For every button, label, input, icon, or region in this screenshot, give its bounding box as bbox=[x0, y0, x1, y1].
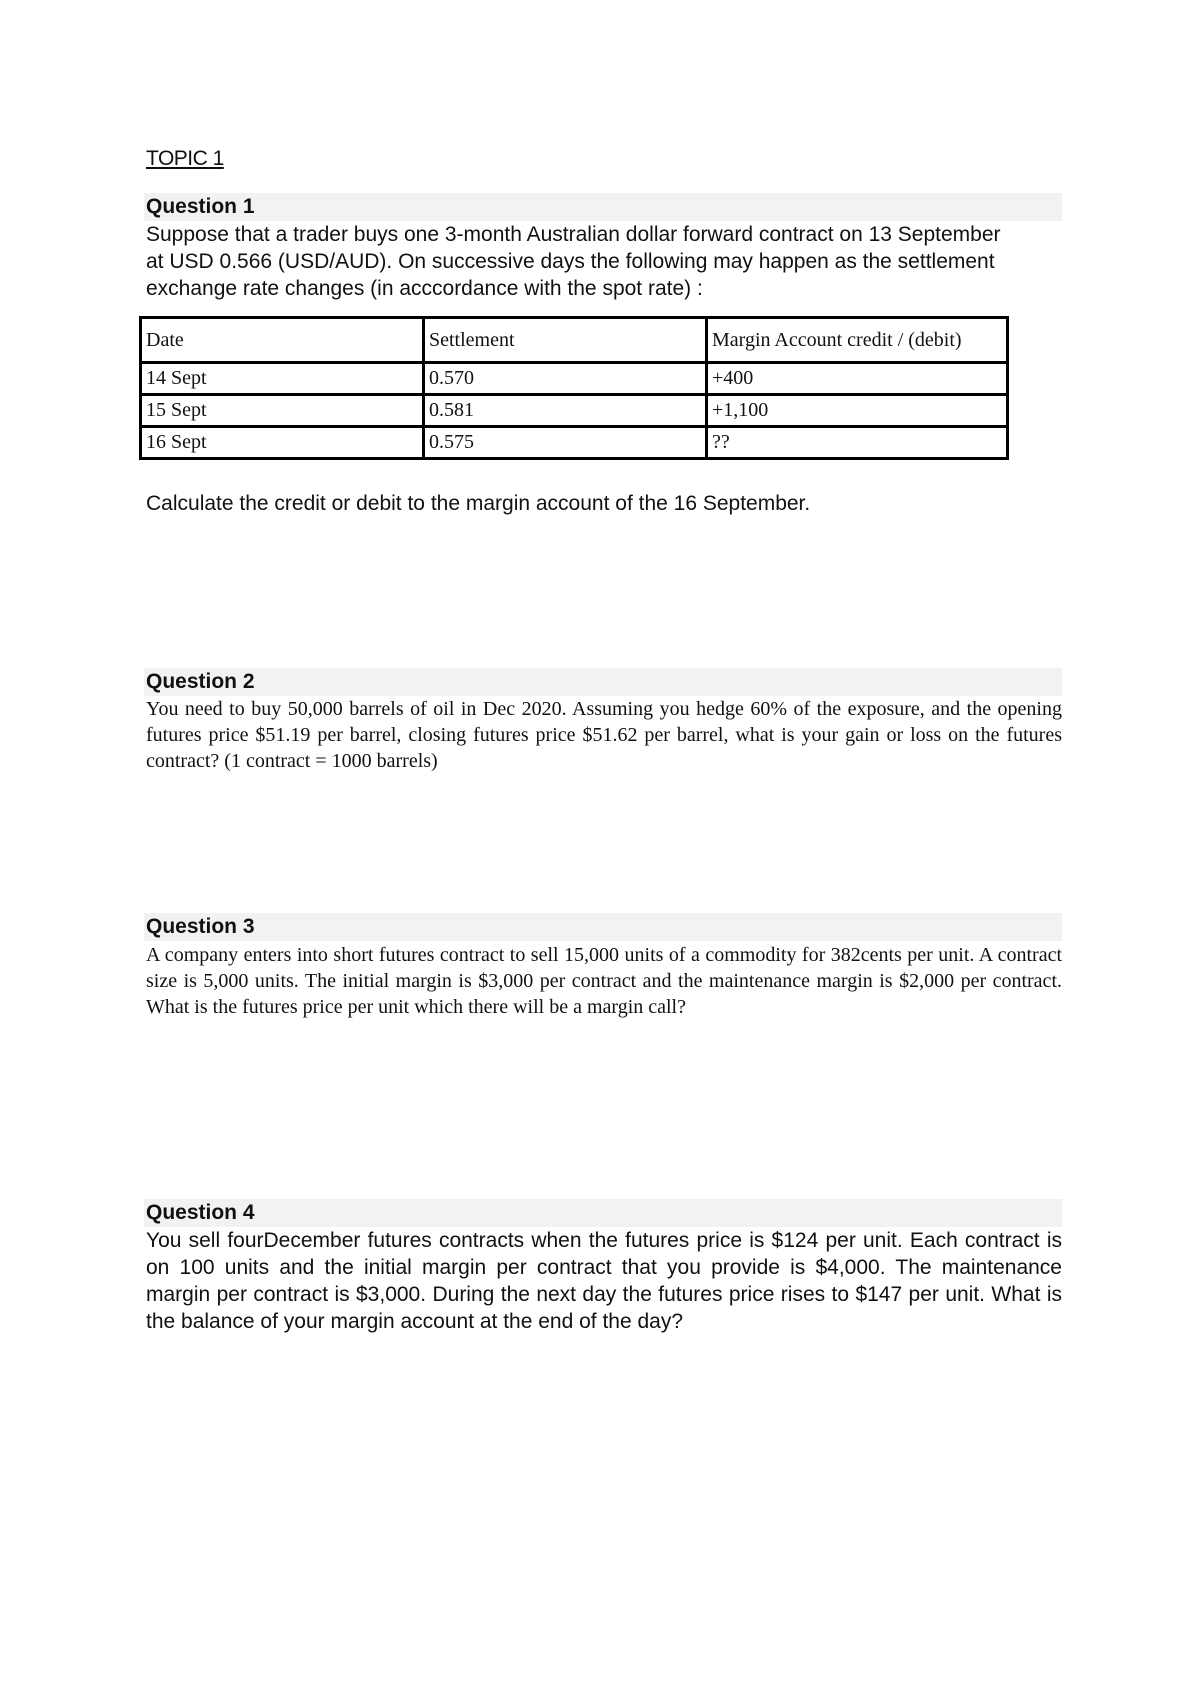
question-1-followup: Calculate the credit or debit to the margin account of the 16 September. bbox=[146, 492, 811, 515]
question-2-text: You need to buy 50,000 barrels of oil in Dec 2020. Assuming you hedge 60% of the exposure, and the opening futures price $51.19 per barrel, closing futures price $51.62 per barrel, what is your gain or loss on the futures contract? (1 contract = 1000 barrels) bbox=[146, 698, 1062, 772]
question-4-text: You sell fourDecember futures contracts when the futures price is $124 per unit. Each contract is on 100 units and the initial margin per contract that you provide is $4,000. The maintenance margin per contract is $3,000. During the next day the futures price rises to $147 per unit. What is the balance of your margin account at the end of the day? bbox=[146, 1229, 1062, 1333]
topic-title: TOPIC 1 bbox=[146, 147, 224, 170]
question-1-line-2: at USD 0.566 (USD/AUD). On successive days the following may happen as the settlement bbox=[146, 250, 995, 273]
table-header-cell: Date bbox=[141, 318, 424, 363]
table-cell: 0.581 bbox=[424, 395, 707, 427]
table-row bbox=[141, 363, 1008, 395]
table-cell: 14 Sept bbox=[141, 363, 424, 395]
table-header-cell: Margin Account credit / (debit) bbox=[707, 318, 1008, 363]
table-row bbox=[141, 395, 1008, 427]
question-1-heading: Question 1 bbox=[144, 193, 1062, 221]
table-cell: 0.570 bbox=[424, 363, 707, 395]
table-cell: +400 bbox=[707, 363, 1008, 395]
question-1-line-3: exchange rate changes (in acccordance with the spot rate) : bbox=[146, 277, 703, 300]
table-header-row bbox=[141, 318, 1008, 363]
table-cell: 15 Sept bbox=[141, 395, 424, 427]
table-cell: +1,100 bbox=[707, 395, 1008, 427]
question-1-text bbox=[146, 221, 1062, 302]
question-1-line-1: Suppose that a trader buys one 3-month Australian dollar forward contract on 13 September bbox=[146, 223, 1001, 246]
table-cell: 16 Sept bbox=[141, 427, 424, 459]
margin-account-table bbox=[139, 316, 1009, 460]
question-2-heading: Question 2 bbox=[144, 668, 1062, 696]
question-3-heading: Question 3 bbox=[144, 913, 1062, 941]
question-3-text: A company enters into short futures contract to sell 15,000 units of a commodity for 382cents per unit. A contract size is 5,000 units. The initial margin is $3,000 per contract and the maintenance margin is $2,000 per contract. What is the futures price per unit which there will be a margin call? bbox=[146, 944, 1062, 1018]
table-cell: 0.575 bbox=[424, 427, 707, 459]
table-row bbox=[141, 427, 1008, 459]
table-cell: ?? bbox=[707, 427, 1008, 459]
question-4-heading: Question 4 bbox=[144, 1199, 1062, 1227]
table-header-cell: Settlement bbox=[424, 318, 707, 363]
